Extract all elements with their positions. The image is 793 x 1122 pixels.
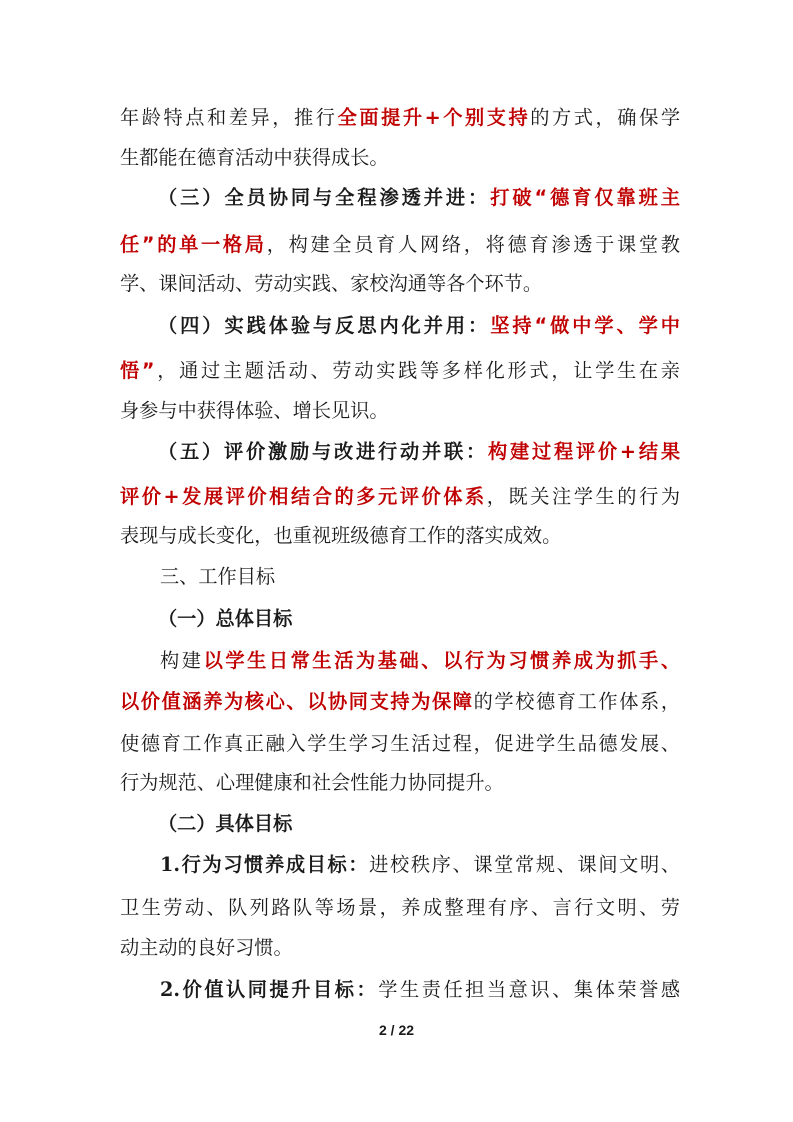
principle-title: （五）评价激励与改进行动并联：	[158, 440, 488, 463]
highlight-text: 构建过程评价+结果	[487, 440, 681, 463]
principle-heading-4	[158, 314, 680, 338]
body-text: 卫生劳动、队列路队等场景，养成整理有序、言行文明、劳	[120, 896, 680, 919]
body-line	[120, 896, 680, 920]
highlight-text: 全面提升+个别支持	[337, 106, 531, 129]
body-text: 的学校德育工作体系，	[473, 690, 681, 713]
body-text: 进校秩序、课堂常规、课间文明、	[369, 853, 681, 876]
body-line	[160, 649, 680, 673]
highlight-text: 坚持“做中学、学中	[490, 314, 680, 337]
subsection-title: （一）总体目标	[158, 607, 293, 630]
highlight-text: 任”的单一格局	[120, 233, 267, 256]
section-heading	[160, 565, 680, 589]
body-text: 的方式，确保学	[530, 106, 681, 129]
highlight-text: 以价值涵养为核心、以协同支持为保障	[120, 690, 474, 713]
body-line	[120, 106, 680, 130]
body-line	[120, 272, 680, 296]
body-text: 身参与中获得体验、增长见识。	[120, 399, 389, 422]
body-text: 年龄特点和差异，推行	[120, 106, 338, 129]
highlight-text: 悟”	[120, 359, 155, 382]
body-line	[120, 771, 680, 795]
body-text: 构建	[160, 649, 204, 672]
principle-heading-3	[158, 186, 680, 210]
principle-title: （三）全员协同与全程渗透并进：	[158, 186, 491, 209]
goal-label: 2.价值认同提升目标：	[160, 978, 379, 1001]
subsection-heading	[158, 812, 680, 836]
body-text: ，通过主题活动、劳动实践等多样化形式，让学生在亲	[154, 359, 680, 382]
highlight-text: 打破“德育仅靠班主	[490, 186, 680, 209]
body-text: 动主动的良好习惯。	[120, 936, 293, 959]
body-line	[160, 853, 680, 877]
body-line	[120, 936, 680, 960]
body-line	[120, 359, 680, 383]
body-text: 使德育工作真正融入学生学习生活过程，促进学生品德发展、	[120, 732, 680, 755]
body-line	[120, 732, 680, 756]
body-text: ，既关注学生的行为	[486, 485, 681, 508]
body-line	[120, 399, 680, 423]
body-line	[120, 233, 680, 257]
subsection-title: （二）具体目标	[158, 812, 293, 835]
body-line	[120, 485, 680, 509]
subsection-heading	[158, 607, 680, 631]
body-text: ，构建全员育人网络，将德育渗透于课堂教	[266, 233, 680, 256]
section-title: 三、工作目标	[160, 565, 276, 588]
principle-heading-5	[158, 440, 680, 464]
page-number: 2 / 22	[378, 1022, 415, 1038]
body-text: 表现与成长变化，也重视班级德育工作的落实成效。	[120, 524, 562, 547]
highlight-text: 评价+发展评价相结合的多元评价体系	[120, 485, 487, 508]
body-text: 行为规范、心理健康和社会性能力协同提升。	[120, 771, 504, 794]
body-text: 学、课间活动、劳动实践、家校沟通等各个环节。	[120, 272, 543, 295]
principle-title: （四）实践体验与反思内化并用：	[158, 314, 491, 337]
goal-label: 1.行为习惯养成目标：	[160, 853, 370, 876]
body-line	[160, 978, 680, 1002]
body-text: 生都能在德育活动中获得成长。	[120, 146, 389, 169]
highlight-text: 以学生日常生活为基础、以行为习惯养成为抓手、	[203, 649, 681, 672]
body-line	[120, 146, 680, 170]
body-text: 学生责任担当意识、集体荣誉感	[378, 978, 681, 1001]
body-line	[120, 524, 680, 548]
body-line	[120, 690, 680, 714]
